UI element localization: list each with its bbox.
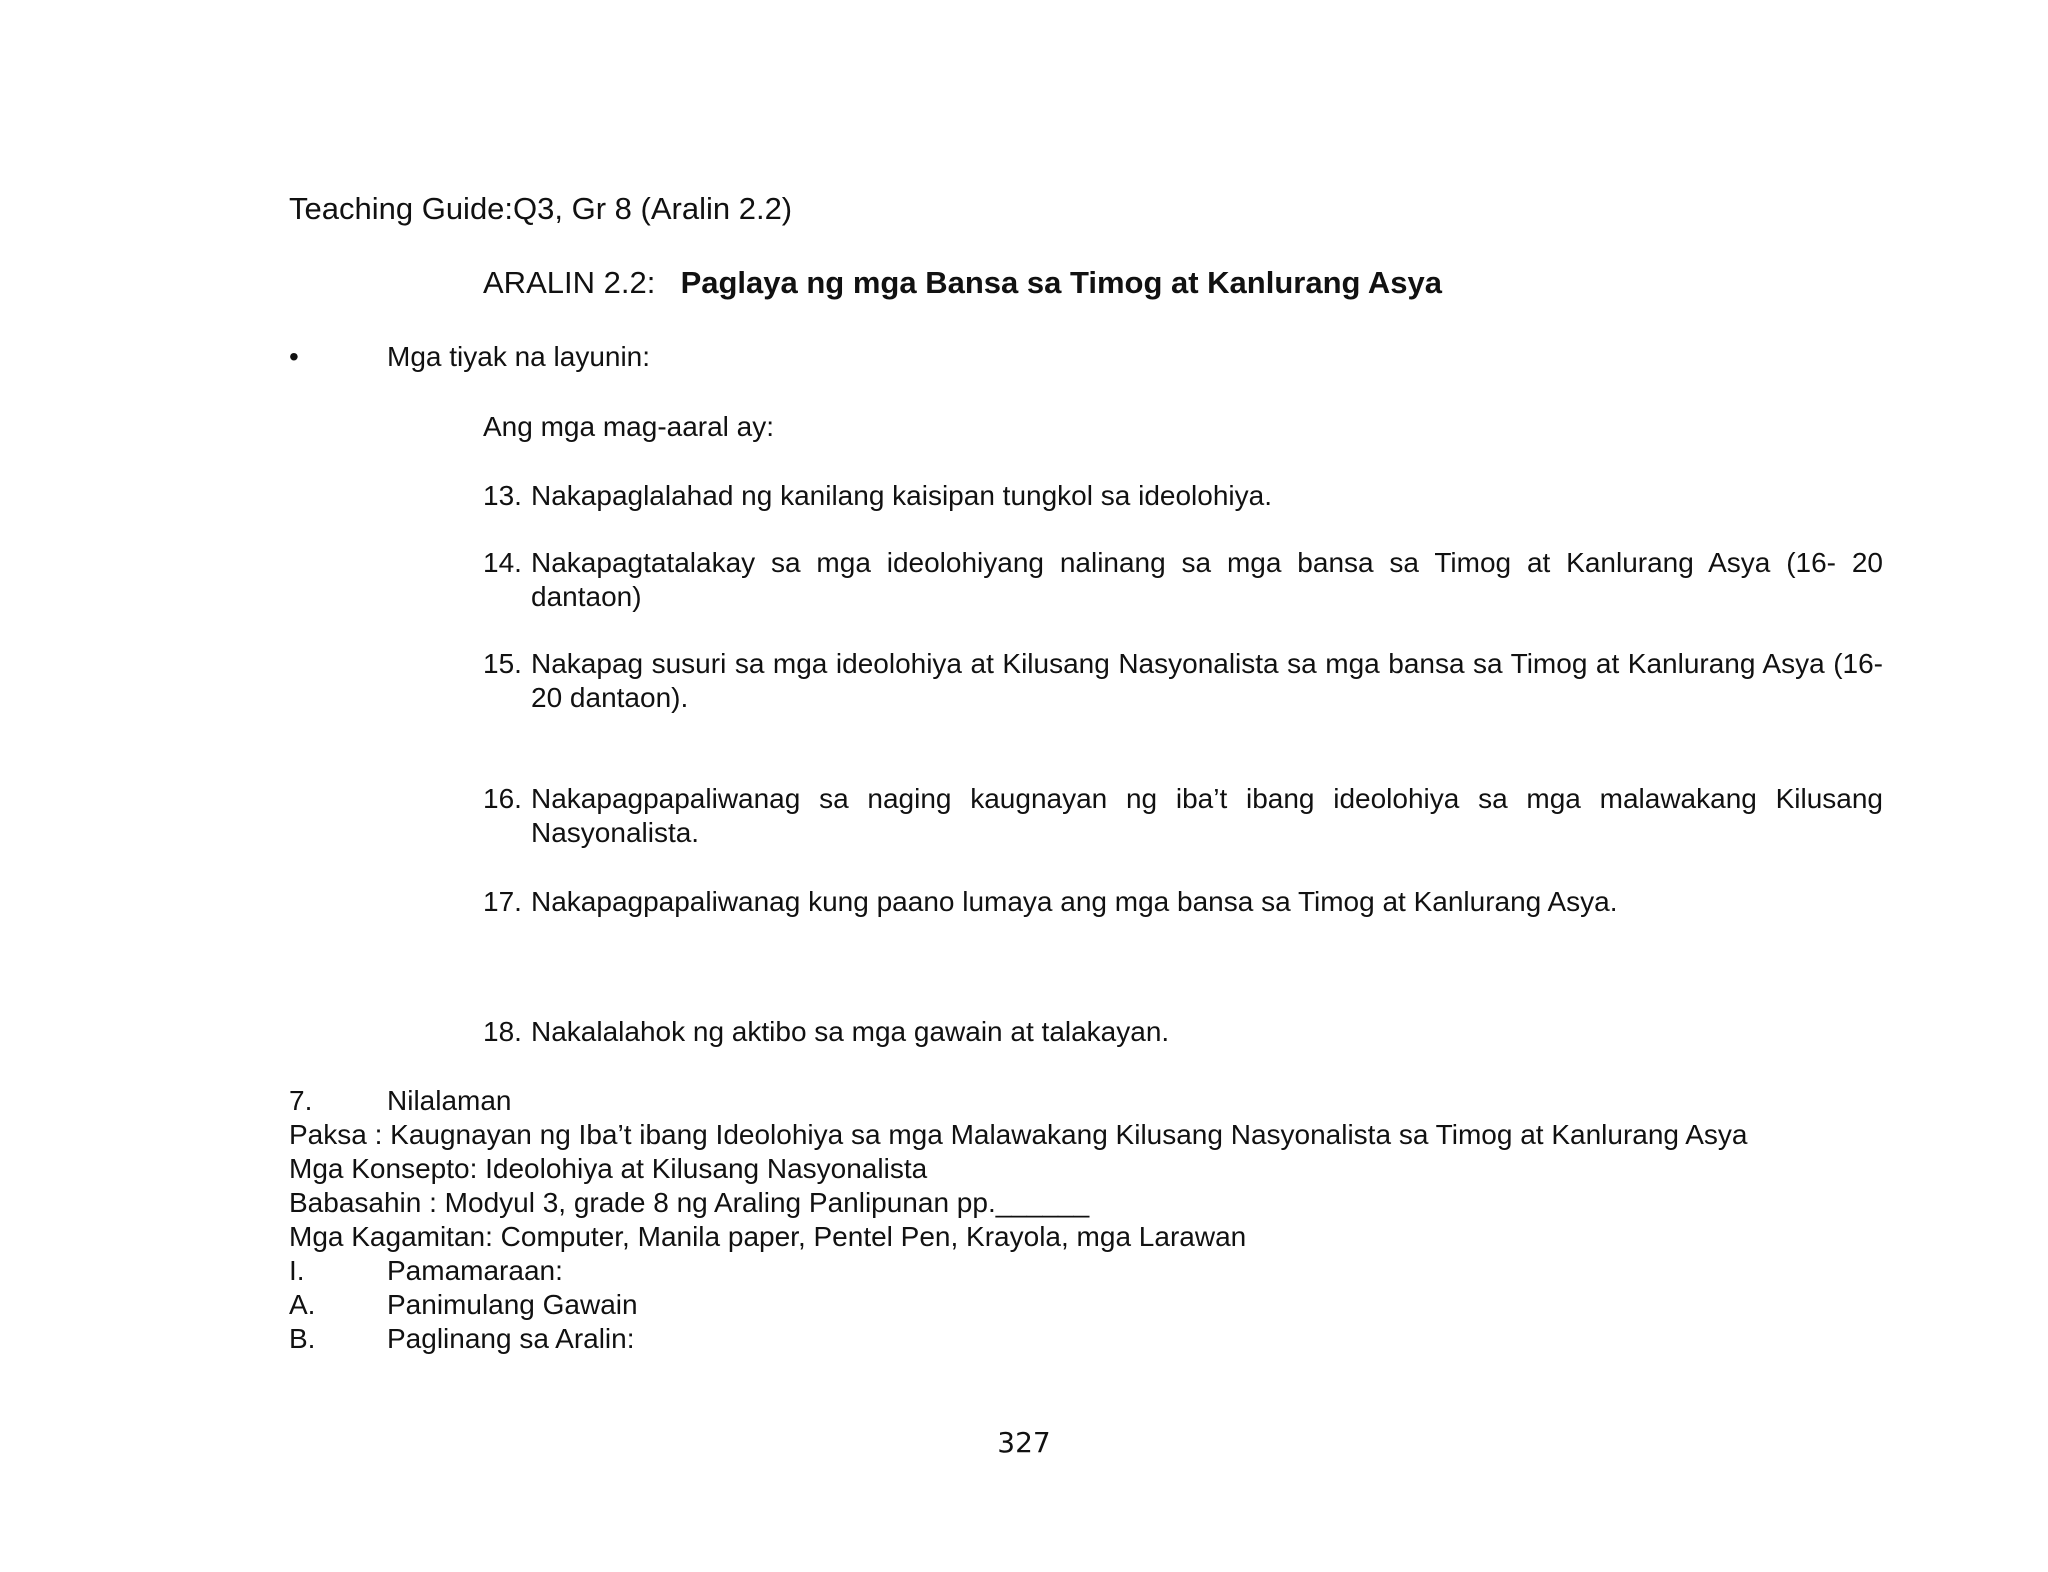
objective-number: 16. <box>483 783 522 814</box>
step-row <box>289 1254 1939 1288</box>
step-text: Pamamaraan: <box>387 1255 563 1286</box>
step-text: Paglinang sa Aralin: <box>387 1323 635 1354</box>
objectives-heading: Mga tiyak na layunin: <box>387 341 651 372</box>
lesson-title <box>483 265 1442 301</box>
objective-text: Nakapagpapaliwanag sa naging kaugnayan ng iba’t ibang ideolohiya sa mga malawakang Kilusang Nasyonalista. <box>531 783 1883 848</box>
objective-text: Nakapagtatalakay sa mga ideolohiyang nalinang sa mga bansa sa Timog at Kanlurang Asya (16- 20 dantaon) <box>531 547 1883 612</box>
paksa-line: Paksa : Kaugnayan ng Iba’t ibang Ideolohiya sa mga Malawakang Kilusang Nasyonalista sa Timog at Kanlurang Asya <box>289 1119 1748 1150</box>
objective-number: 15. <box>483 648 522 679</box>
lesson-prefix: ARALIN 2.2: <box>483 265 656 300</box>
objective-item <box>483 1015 1883 1049</box>
objective-number: 14. <box>483 547 522 578</box>
objective-text: Nakapag susuri sa mga ideolohiya at Kilusang Nasyonalista sa mga bansa sa Timog at Kanlurang Asya (16- 20 dantaon). <box>531 648 1883 713</box>
bullet-icon: • <box>289 341 299 372</box>
objective-text: Nakalalahok ng aktibo sa mga gawain at talakayan. <box>531 1016 1170 1047</box>
section-heading-row <box>289 1084 1939 1118</box>
objective-number: 13. <box>483 480 522 511</box>
objective-item <box>483 782 1883 850</box>
section-title: Nilalaman <box>387 1085 512 1116</box>
objective-number: 17. <box>483 886 522 917</box>
babasahin-line: Babasahin : Modyul 3, grade 8 ng Araling Panlipunan pp.______ <box>289 1187 1090 1218</box>
step-row <box>289 1322 1939 1356</box>
objectives-intro: Ang mga mag-aaral ay: <box>483 411 775 442</box>
section-number: 7. <box>289 1085 313 1116</box>
lesson-title-text: Paglaya ng mga Bansa sa Timog at Kanlurang Asya <box>680 265 1443 300</box>
step-label: B. <box>289 1323 316 1354</box>
content-section <box>289 1084 1939 1356</box>
objective-item <box>483 647 1883 715</box>
step-label: I. <box>289 1255 305 1286</box>
konsepto-line: Mga Konsepto: Ideolohiya at Kilusang Nasyonalista <box>289 1153 928 1184</box>
step-label: A. <box>289 1289 316 1320</box>
objective-item <box>483 546 1883 614</box>
kagamitan-line: Mga Kagamitan: Computer, Manila paper, Pentel Pen, Krayola, mga Larawan <box>289 1221 1247 1252</box>
objective-item <box>483 479 1883 513</box>
objective-number: 18. <box>483 1016 522 1047</box>
step-text: Panimulang Gawain <box>387 1289 638 1320</box>
page-number: 327 <box>997 1426 1051 1459</box>
objective-text: Nakapagpapaliwanag kung paano lumaya ang mga bansa sa Timog at Kanlurang Asya. <box>531 886 1618 917</box>
objective-text: Nakapaglalahad ng kanilang kaisipan tungkol sa ideolohiya. <box>531 480 1272 511</box>
objective-item <box>483 885 1883 919</box>
teaching-guide-header: Teaching Guide:Q3, Gr 8 (Aralin 2.2) <box>289 191 793 226</box>
step-row <box>289 1288 1939 1322</box>
